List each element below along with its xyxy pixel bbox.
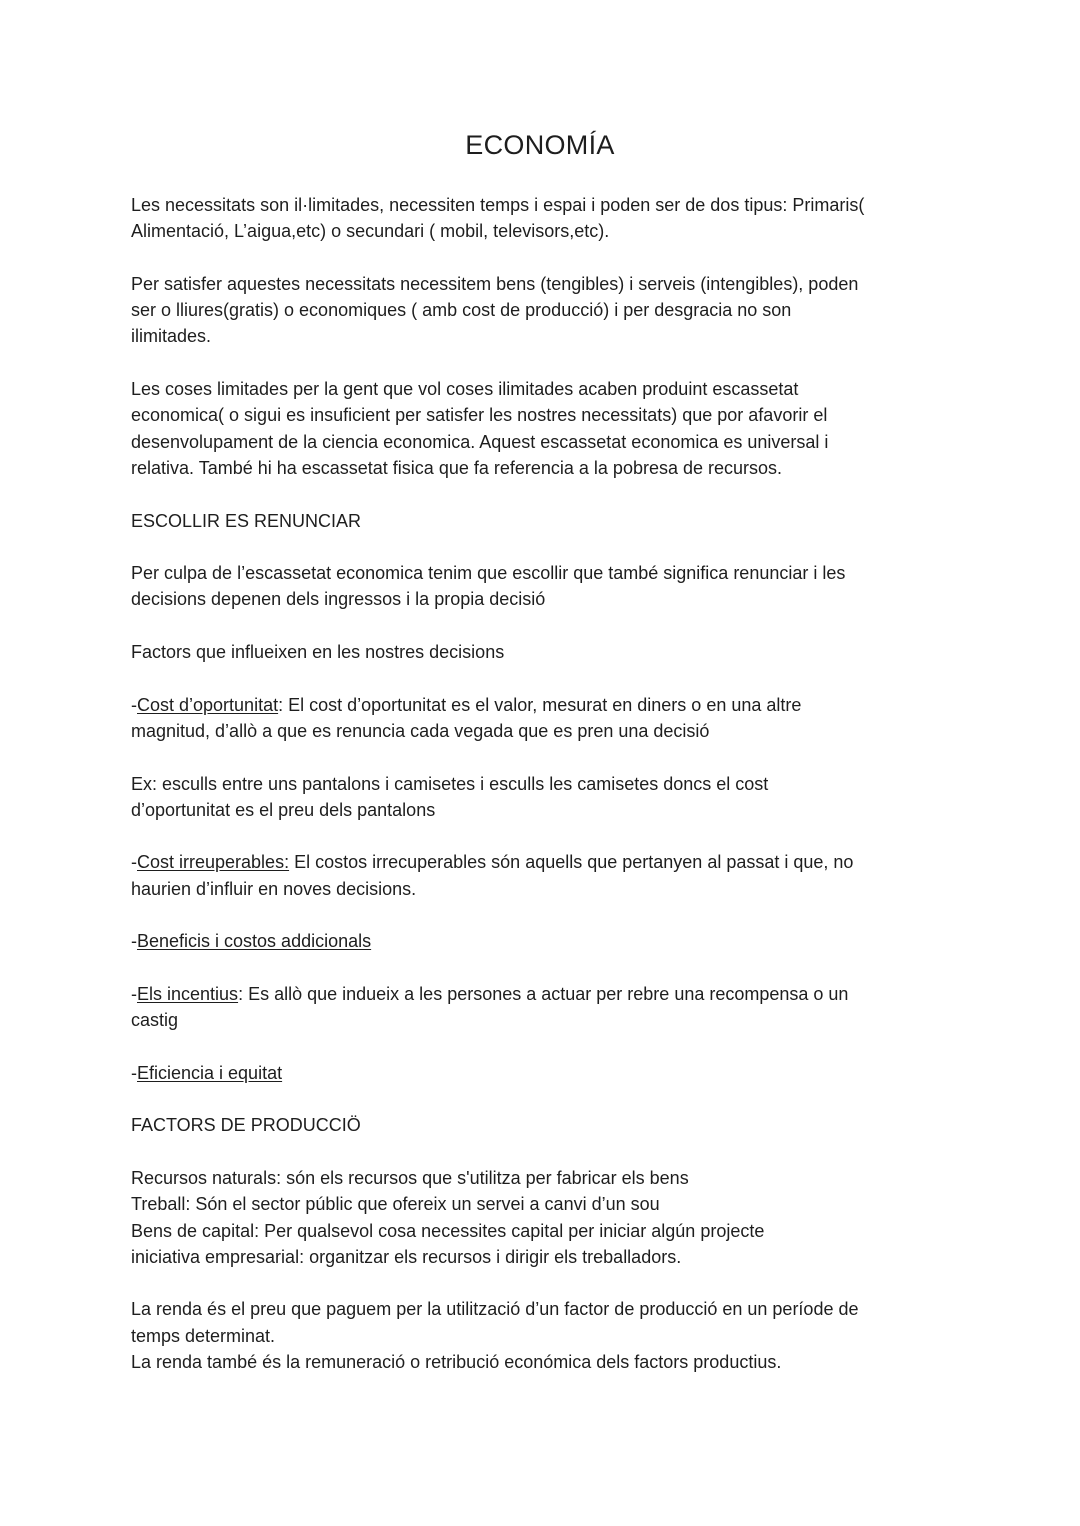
paragraph-factors-intro <box>131 639 961 665</box>
text-line: d’oportunitat es el preu dels pantalons <box>131 799 436 820</box>
text-line: La renda també és la remuneració o retribució económica dels factors productius. <box>131 1352 782 1373</box>
section-heading: FACTORS DE PRODUCCIÖ <box>131 1115 361 1136</box>
text-line: desenvolupament de la ciencia economica. Aquest escassetat economica es universal i <box>131 431 829 452</box>
factor-cost-oportunitat <box>131 692 961 745</box>
factor-beneficis <box>131 928 961 954</box>
factor-term: Cost irreuperables: <box>137 852 290 873</box>
text-line: haurien d’influir en noves decisions. <box>131 878 417 899</box>
bullet-dash: - <box>131 852 137 873</box>
text-line: La renda és el preu que paguem per la utilització d’un factor de producció en un període de <box>131 1299 859 1320</box>
document-title: ECONOMÍA <box>465 130 615 160</box>
text-line: castig <box>131 1010 179 1031</box>
text-line: Ex: esculls entre uns pantalons i camisetes i esculls les camisetes doncs el cost <box>131 773 769 794</box>
factor-description: : Es allò que indueix a les persones a actuar per rebre una recompensa o un <box>238 983 849 1004</box>
bullet-dash: - <box>131 694 137 715</box>
paragraph-escassetat <box>131 376 961 481</box>
text-line: Per culpa de l’escassetat economica tenim que escollir que també significa renunciar i les <box>131 563 846 584</box>
text-line: ilimitades. <box>131 326 212 347</box>
text-line: temps determinat. <box>131 1325 276 1346</box>
text-line: Factors que influeixen en les nostres decisions <box>131 642 505 663</box>
paragraph-renda <box>131 1296 961 1375</box>
text-line: Les necessitats son il·limitades, necessiten temps i espai i poden ser de dos tipus: Primaris( <box>131 195 865 215</box>
paragraph-factors-list <box>131 1165 961 1270</box>
section-heading: ESCOLLIR ES RENUNCIAR <box>131 510 362 531</box>
text-line: Per satisfer aquestes necessitats necessitem bens (tengibles) i serveis (intengibles), poden <box>131 273 859 294</box>
paragraph-example <box>131 771 961 824</box>
text-line: ser o lliures(gratis) o economiques ( amb cost de producció) i per desgracia no son <box>131 300 792 321</box>
heading-escollir <box>131 508 961 534</box>
factor-cost-irrecuperables <box>131 849 961 902</box>
factor-description: : El cost d’oportunitat es el valor, mesurat en diners o en una altre <box>278 694 802 715</box>
text-line: Recursos naturals: són els recursos que s'utilitza per fabricar els bens <box>131 1167 689 1188</box>
text-line: Treball: Són el sector públic que ofereix un servei a canvi d’un sou <box>131 1194 660 1215</box>
factor-description: El costos irrecuperables són aquells que pertanyen al passat i que, no <box>289 852 854 873</box>
paragraph-bens-serveis <box>131 271 961 350</box>
text-line: magnitud, d’allò a que es renuncia cada vegada que es pren una decisió <box>131 720 710 741</box>
text-line: Bens de capital: Per qualsevol cosa necessites capital per iniciar algún projecte <box>131 1220 765 1241</box>
bullet-dash: - <box>131 931 137 952</box>
bullet-dash: - <box>131 1062 137 1083</box>
text-line: Alimentació, L’aigua,etc) o secundari ( mobil, televisors,etc). <box>131 221 610 242</box>
text-line: iniciativa empresarial: organitzar els recursos i dirigir els treballadors. <box>131 1246 682 1267</box>
factor-eficiencia <box>131 1060 961 1086</box>
factor-term: Beneficis i costos addicionals <box>137 931 372 952</box>
factor-term: Eficiencia i equitat <box>137 1062 283 1083</box>
paragraph-escollir <box>131 560 961 613</box>
bullet-dash: - <box>131 983 137 1004</box>
factor-term: Cost d’oportunitat <box>137 694 279 715</box>
factor-incentius <box>131 981 961 1034</box>
text-line: decisions depenen dels ingressos i la propia decisió <box>131 589 546 610</box>
document-body <box>131 192 961 1402</box>
paragraph-necessitats <box>131 192 961 245</box>
text-line: economica( o sigui es insuficient per satisfer les nostres necessitats) que por afavorir el <box>131 405 828 426</box>
heading-factors-produccio <box>131 1112 961 1138</box>
factor-term: Els incentius <box>137 983 239 1004</box>
text-line: Les coses limitades per la gent que vol coses ilimitades acaben produint escassetat <box>131 379 799 400</box>
text-line: relativa. També hi ha escassetat fisica que fa referencia a la pobresa de recursos. <box>131 457 783 478</box>
